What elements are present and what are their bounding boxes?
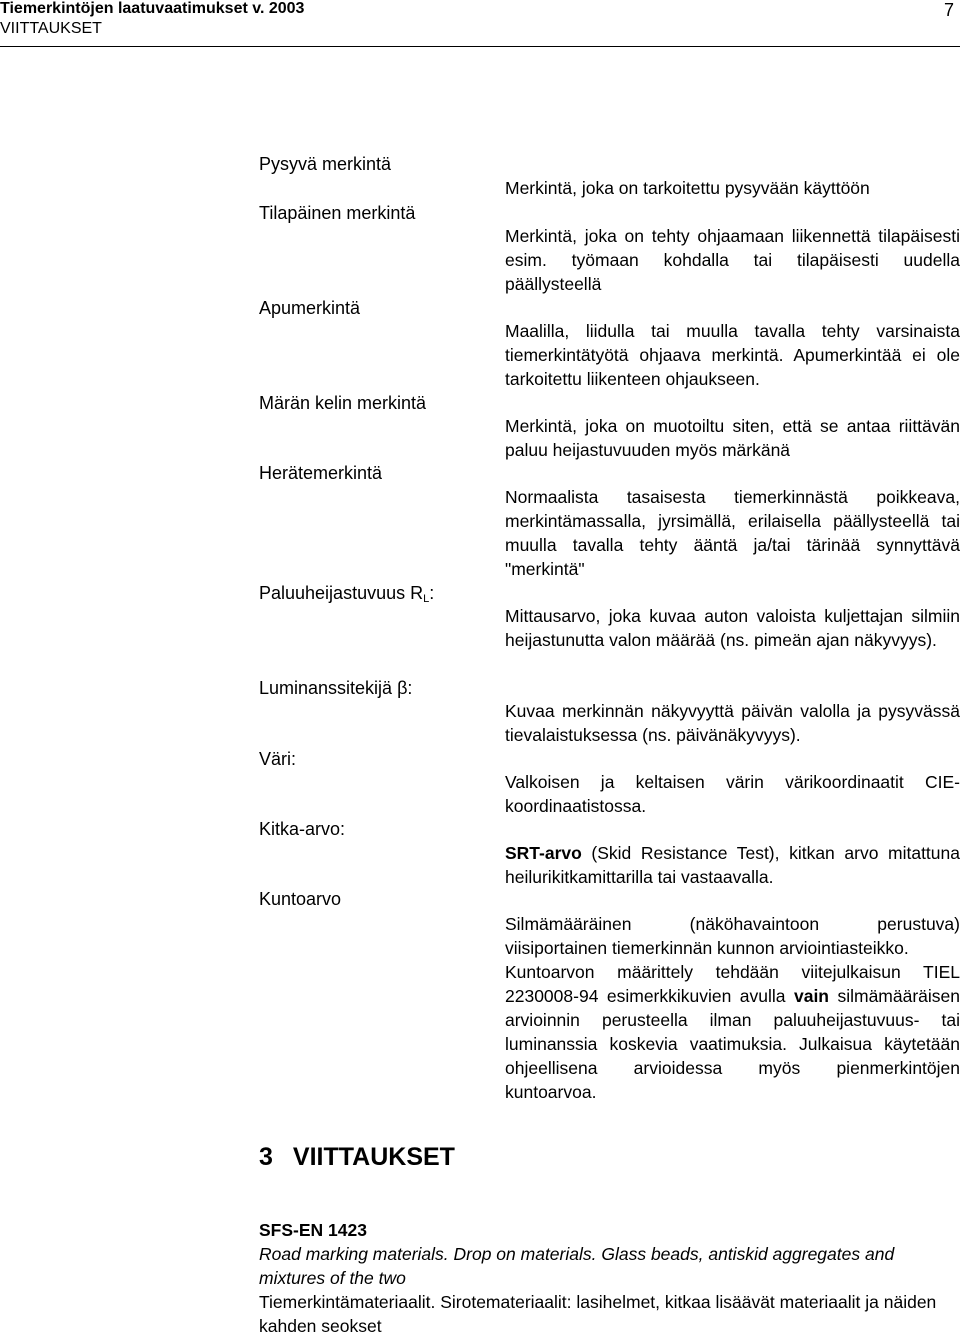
term-paluuheijastuvuus-main: Paluuheijastuvuus R [259,583,424,603]
definition-luminanssitekija: Kuvaa merkinnän näkyvyyttä päivän valolla ja pysyvässä tievalaistuksessa (ns. päivänäkyvyys). [505,701,960,745]
term-kuntoarvo: Kuntoarvo [259,889,342,909]
definition-vari: Valkoisen ja keltaisen värin värikoordinaatit CIE-koordinaatistossa. [505,772,960,816]
header-divider [0,46,960,47]
reference-title-en: Road marking materials. Drop on materials. Glass beads, antiskid aggregates and mixtures of the two [259,1244,895,1288]
definition-tilapainen-merkinta: Merkintä, joka on tehty ohjaamaan liikennettä tilapäisesti esim. työmaan kohdalla tai tilapäisesti uudella päällysteellä [505,226,960,294]
term-paluuheijastuvuus [259,582,434,610]
document-title: Tiemerkintöjen laatuvaatimukset v. 2003 [0,0,305,17]
definition-heratemerkinta: Normaalista tasaisesta tiemerkinnästä poikkeava, merkintämassalla, jyrsimällä, erilaisella päällysteellä tai muulla tavalla tehty ääntä ja/tai tärinää synnyttävä "merkintä" [505,487,960,579]
srt-arvo-term: SRT-arvo [505,843,582,863]
header-section-name: VIITTAUKSET [0,20,102,37]
definition-kitka-arvo: SRT-arvo (Skid Resistance Test), kitkan arvo mitattuna heilurikitkamittarilla tai vastaavalla. [505,843,960,887]
term-apumerkinta: Apumerkintä [259,298,361,318]
section-number: 3 [259,1143,273,1171]
definition-maran-kelin-merkinta: Merkintä, joka on muotoiltu siten, että se antaa riittävän paluu heijastuvuuden myös märkänä [505,416,960,460]
definition-pysyva-merkinta: Merkintä, joka on tarkoitettu pysyvään käyttöön [505,178,870,198]
term-tilapainen-merkinta: Tilapäinen merkintä [259,203,416,223]
term-paluuheijastuvuus-colon: : [429,583,435,603]
reference-standard: SFS-EN 1423 [259,1220,367,1240]
vain-emphasis: vain [793,986,830,1006]
term-heratemerkinta: Herätemerkintä [259,463,383,483]
term-vari: Väri: [259,749,297,769]
term-luminanssitekija: Luminanssitekijä β: [259,678,413,698]
definition-apumerkinta: Maalilla, liidulla tai muulla tavalla tehty varsinaista tiemerkintätyötä ohjaava merkintä. Apumerkintää ei ole tarkoitettu liikenteen ohjaukseen. [505,321,960,389]
definition-kuntoarvo: Silmämääräinen (näköhavaintoon perustuva) viisiportainen tiemerkinnän kunnon arviointiasteikko. Kuntoarvon määrittely tehdään viitejulkaisun TIEL 2230008-94 esimerkkikuvien avulla vain silmämääräisen arvioinnin perusteella ilman paluuheijastuvuus- tai luminanssia koskevia vaatimuksia. Julkaisua käytetään ohjeellisena arvioidessa myös pienmerkintöjen kuntoarvoa. [505,914,960,1102]
term-paluuheijastuvuus-subscript: L [423,593,430,605]
term-kitka-arvo: Kitka-arvo: [259,819,346,839]
section-title: VIITTAUKSET [292,1143,455,1171]
term-pysyva-merkinta: Pysyvä merkintä [259,154,392,174]
term-maran-kelin-merkinta: Märän kelin merkintä [259,393,427,413]
reference-title-fi: Tiemerkintämateriaalit. Sirotemateriaalit: lasihelmet, kitkaa lisäävät materiaalit ja näiden kahden seokset [259,1292,937,1336]
page-number: 7 [943,0,954,20]
reference-item [259,1218,959,1338]
definition-paluuheijastuvuus: Mittausarvo, joka kuvaa auton valoista kuljettajan silmiin heijastunutta valon määrää (ns. pimeän ajan näkyvyys). [505,606,960,650]
section-heading [259,1142,455,1172]
